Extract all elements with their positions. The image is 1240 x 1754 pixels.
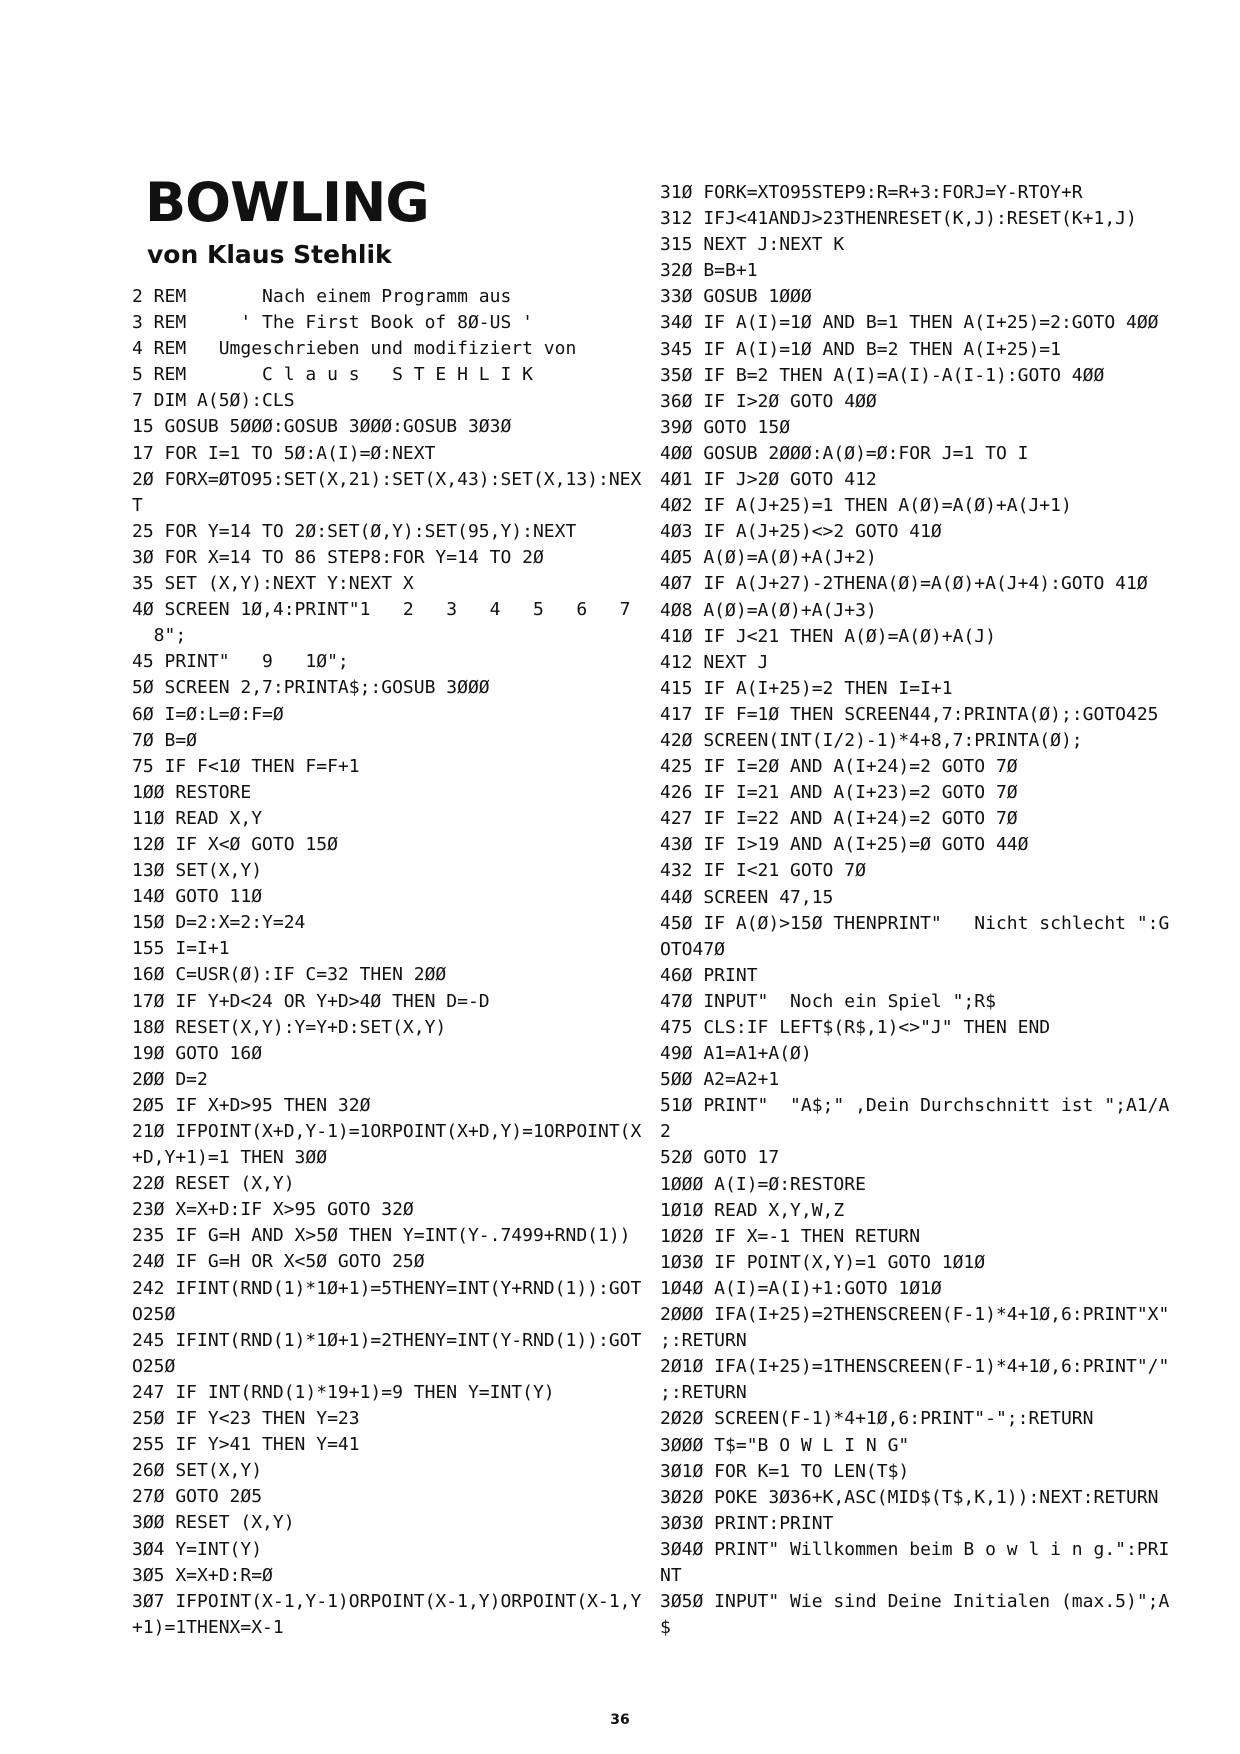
code-line: 4ØØ GOSUB 2ØØØ:A(Ø)=Ø:FOR J=1 TO I	[660, 442, 1029, 464]
code-listing-left-column	[132, 284, 641, 1641]
code-line: 245 IFINT(RND(1)*1Ø+1)=2THENY=INT(Y-RND(1)):GOT	[132, 1329, 642, 1351]
code-line: 22Ø RESET (X,Y)	[132, 1173, 295, 1195]
code-line: 13Ø SET(X,Y)	[132, 860, 263, 882]
code-line: 2Ø2Ø SCREEN(F-1)*4+1Ø,6:PRINT"-";:RETURN	[660, 1408, 1094, 1430]
page-title: BOWLING	[145, 171, 429, 234]
code-line: T	[132, 494, 143, 516]
code-line: 51Ø PRINT" "A$;" ,Dein Durchschnitt ist ";A1/A	[660, 1095, 1170, 1117]
code-line: 3Ø5Ø INPUT" Wie sind Deine Initialen (max.5)";A	[660, 1591, 1170, 1613]
code-line: 417 IF F=1Ø THEN SCREEN44,7:PRINTA(Ø);:GOTO425	[660, 703, 1159, 725]
code-line: 4Ø2 IF A(J+25)=1 THEN A(Ø)=A(Ø)+A(J+1)	[660, 495, 1072, 517]
code-line: 19Ø GOTO 16Ø	[132, 1042, 263, 1064]
author-line: von Klaus Stehlik	[147, 240, 392, 269]
code-listing-right-column	[660, 180, 1169, 1641]
code-line: 39Ø GOTO 15Ø	[660, 416, 791, 438]
code-line: 8";	[132, 625, 187, 647]
code-line: 3Ø2Ø POKE 3Ø36+K,ASC(MID$(T$,K,1)):NEXT:RETURN	[660, 1486, 1159, 1508]
code-line: 44Ø SCREEN 47,15	[660, 886, 834, 908]
code-line: 2Ø5 IF X+D>95 THEN 32Ø	[132, 1094, 371, 1116]
code-line: 52Ø GOTO 17	[660, 1147, 780, 1169]
page-number: 36	[610, 1712, 630, 1728]
code-line: 45Ø IF A(Ø)>15Ø THENPRINT" Nicht schlecht ":G	[660, 912, 1170, 934]
code-line: $	[660, 1617, 671, 1639]
code-line: 31Ø FORK=XTO95STEP9:R=R+3:FORJ=Y-RTOY+R	[660, 182, 1083, 203]
code-line: 235 IF G=H AND X>5Ø THEN Y=INT(Y-.7499+RND(1))	[132, 1225, 631, 1247]
code-line: 5Ø SCREEN 2,7:PRINTA$;:GOSUB 3ØØØ	[132, 677, 490, 699]
code-line: OTO47Ø	[660, 938, 726, 960]
code-line: 3Ø FOR X=14 TO 86 STEP8:FOR Y=14 TO 2Ø	[132, 546, 544, 568]
code-line: 1ØØ RESTORE	[132, 781, 252, 803]
code-line: 3Ø5 X=X+D:R=Ø	[132, 1564, 273, 1586]
code-line: 412 NEXT J	[660, 651, 769, 673]
code-line: 4Ø3 IF A(J+25)<>2 GOTO 41Ø	[660, 521, 942, 543]
code-line: 5 REM C l a u s S T E H L I K	[132, 364, 533, 386]
code-line: 41Ø IF J<21 THEN A(Ø)=A(Ø)+A(J)	[660, 625, 996, 647]
code-line: 26Ø SET(X,Y)	[132, 1460, 263, 1482]
code-line: 45 PRINT" 9 1Ø";	[132, 651, 349, 673]
code-line: 2	[660, 1121, 671, 1143]
code-line: 35Ø IF B=2 THEN A(I)=A(I)-A(I-1):GOTO 4ØØ	[660, 364, 1105, 386]
code-line: 1Ø3Ø IF POINT(X,Y)=1 GOTO 1Ø1Ø	[660, 1251, 986, 1273]
code-line: 5ØØ A2=A2+1	[660, 1069, 780, 1091]
code-line: 426 IF I=21 AND A(I+23)=2 GOTO 7Ø	[660, 782, 1018, 804]
code-line: 16Ø C=USR(Ø):IF C=32 THEN 2ØØ	[132, 964, 447, 986]
code-line: +D,Y+1)=1 THEN 3ØØ	[132, 1147, 328, 1169]
code-line: 475 CLS:IF LEFT$(R$,1)<>"J" THEN END	[660, 1017, 1051, 1038]
code-line: 15 GOSUB 5ØØØ:GOSUB 3ØØØ:GOSUB 3Ø3Ø	[132, 416, 512, 438]
code-line: 312 IFJ<41ANDJ>23THENRESET(K,J):RESET(K+1,J)	[660, 208, 1137, 230]
code-line: 242 IFINT(RND(1)*1Ø+1)=5THENY=INT(Y+RND(1)):GOT	[132, 1277, 642, 1299]
code-line: 247 IF INT(RND(1)*19+1)=9 THEN Y=INT(Y)	[132, 1381, 555, 1403]
code-line: 432 IF I<21 GOTO 7Ø	[660, 860, 866, 882]
code-line: 2ØØØ IFA(I+25)=2THENSCREEN(F-1)*4+1Ø,6:PRINT"X"	[660, 1304, 1170, 1326]
code-line: 11Ø READ X,Y	[132, 807, 263, 829]
code-line: 49Ø A1=A1+A(Ø)	[660, 1043, 812, 1065]
code-line: 12Ø IF X<Ø GOTO 15Ø	[132, 833, 338, 855]
code-line: 4Ø7 IF A(J+27)-2THENA(Ø)=A(Ø)+A(J+4):GOTO 41Ø	[660, 573, 1148, 595]
code-line: 4Ø1 IF J>2Ø GOTO 412	[660, 469, 877, 491]
code-line: +1)=1THENX=X-1	[132, 1616, 284, 1638]
code-line: 1Ø2Ø IF X=-1 THEN RETURN	[660, 1225, 921, 1247]
code-line: 345 IF A(I)=1Ø AND B=2 THEN A(I+25)=1	[660, 338, 1061, 360]
code-line: 6Ø I=Ø:L=Ø:F=Ø	[132, 703, 284, 725]
code-line: 315 NEXT J:NEXT K	[660, 234, 845, 256]
code-line: ;:RETURN	[660, 1382, 747, 1404]
code-line: 25Ø IF Y<23 THEN Y=23	[132, 1408, 360, 1430]
code-line: 75 IF F<1Ø THEN F=F+1	[132, 755, 360, 777]
code-line: 46Ø PRINT	[660, 964, 758, 986]
code-line: 4 REM Umgeschrieben und modifiziert von	[132, 338, 577, 360]
code-line: 3Ø1Ø FOR K=1 TO LEN(T$)	[660, 1460, 910, 1482]
code-line: 2Ø1Ø IFA(I+25)=1THENSCREEN(F-1)*4+1Ø,6:PRINT"/"	[660, 1356, 1170, 1378]
code-line: 1ØØØ A(I)=Ø:RESTORE	[660, 1173, 866, 1195]
code-line: 27Ø GOTO 2Ø5	[132, 1486, 263, 1508]
code-line: 36Ø IF I>2Ø GOTO 4ØØ	[660, 390, 877, 412]
code-line: 7 DIM A(5Ø):CLS	[132, 390, 295, 412]
code-line: 47Ø INPUT" Noch ein Spiel ";R$	[660, 990, 996, 1012]
code-line: 7Ø B=Ø	[132, 729, 198, 751]
code-line: 24Ø IF G=H OR X<5Ø GOTO 25Ø	[132, 1251, 425, 1273]
code-line: O25Ø	[132, 1355, 176, 1377]
code-line: NT	[660, 1564, 682, 1586]
code-line: 18Ø RESET(X,Y):Y=Y+D:SET(X,Y)	[132, 1016, 447, 1038]
code-line: 43Ø IF I>19 AND A(I+25)=Ø GOTO 44Ø	[660, 834, 1029, 856]
code-line: 2Ø FORX=ØTO95:SET(X,21):SET(X,43):SET(X,13):NEX	[132, 468, 642, 490]
code-line: 33Ø GOSUB 1ØØØ	[660, 286, 812, 308]
code-line: 32Ø B=B+1	[660, 260, 758, 282]
code-line: 17 FOR I=1 TO 5Ø:A(I)=Ø:NEXT	[132, 442, 436, 464]
code-line: 2ØØ D=2	[132, 1068, 208, 1090]
code-line: 15Ø D=2:X=2:Y=24	[132, 912, 306, 934]
code-line: 42Ø SCREEN(INT(I/2)-1)*4+8,7:PRINTA(Ø);	[660, 729, 1083, 751]
code-line: 3Ø4 Y=INT(Y)	[132, 1538, 263, 1560]
code-line: 34Ø IF A(I)=1Ø AND B=1 THEN A(I+25)=2:GOTO 4ØØ	[660, 312, 1159, 334]
code-line: 3Ø3Ø PRINT:PRINT	[660, 1512, 834, 1534]
code-line: 23Ø X=X+D:IF X>95 GOTO 32Ø	[132, 1199, 414, 1221]
code-line: 35 SET (X,Y):NEXT Y:NEXT X	[132, 573, 414, 595]
code-line: O25Ø	[132, 1303, 176, 1325]
code-line: 14Ø GOTO 11Ø	[132, 886, 263, 908]
code-line: 1Ø4Ø A(I)=A(I)+1:GOTO 1Ø1Ø	[660, 1277, 942, 1299]
code-line: 3ØØ RESET (X,Y)	[132, 1512, 295, 1534]
code-line: 415 IF A(I+25)=2 THEN I=I+1	[660, 677, 953, 699]
code-line: 255 IF Y>41 THEN Y=41	[132, 1434, 360, 1456]
code-line: 3Ø7 IFPOINT(X-1,Y-1)ORPOINT(X-1,Y)ORPOINT(X-1,Y	[132, 1590, 642, 1612]
code-line: 17Ø IF Y+D<24 OR Y+D>4Ø THEN D=-D	[132, 990, 490, 1012]
code-line: ;:RETURN	[660, 1330, 747, 1352]
code-line: 4Ø5 A(Ø)=A(Ø)+A(J+2)	[660, 547, 877, 569]
code-line: 3ØØØ T$="B O W L I N G"	[660, 1434, 910, 1456]
code-line: 4Ø8 A(Ø)=A(Ø)+A(J+3)	[660, 599, 877, 621]
code-line: 155 I=I+1	[132, 938, 230, 960]
code-line: 2 REM Nach einem Programm aus	[132, 286, 512, 307]
code-line: 3Ø4Ø PRINT" Willkommen beim B o w l i n g.":PRI	[660, 1538, 1170, 1560]
code-line: 427 IF I=22 AND A(I+24)=2 GOTO 7Ø	[660, 808, 1018, 830]
code-line: 1Ø1Ø READ X,Y,W,Z	[660, 1199, 845, 1221]
code-line: 425 IF I=2Ø AND A(I+24)=2 GOTO 7Ø	[660, 756, 1018, 778]
code-line: 3 REM ' The First Book of 8Ø-US '	[132, 312, 533, 334]
code-line: 25 FOR Y=14 TO 2Ø:SET(Ø,Y):SET(95,Y):NEXT	[132, 520, 577, 542]
code-line: 21Ø IFPOINT(X+D,Y-1)=1ORPOINT(X+D,Y)=1ORPOINT(X	[132, 1121, 642, 1142]
code-line: 4Ø SCREEN 1Ø,4:PRINT"1 2 3 4 5 6 7	[132, 599, 631, 621]
